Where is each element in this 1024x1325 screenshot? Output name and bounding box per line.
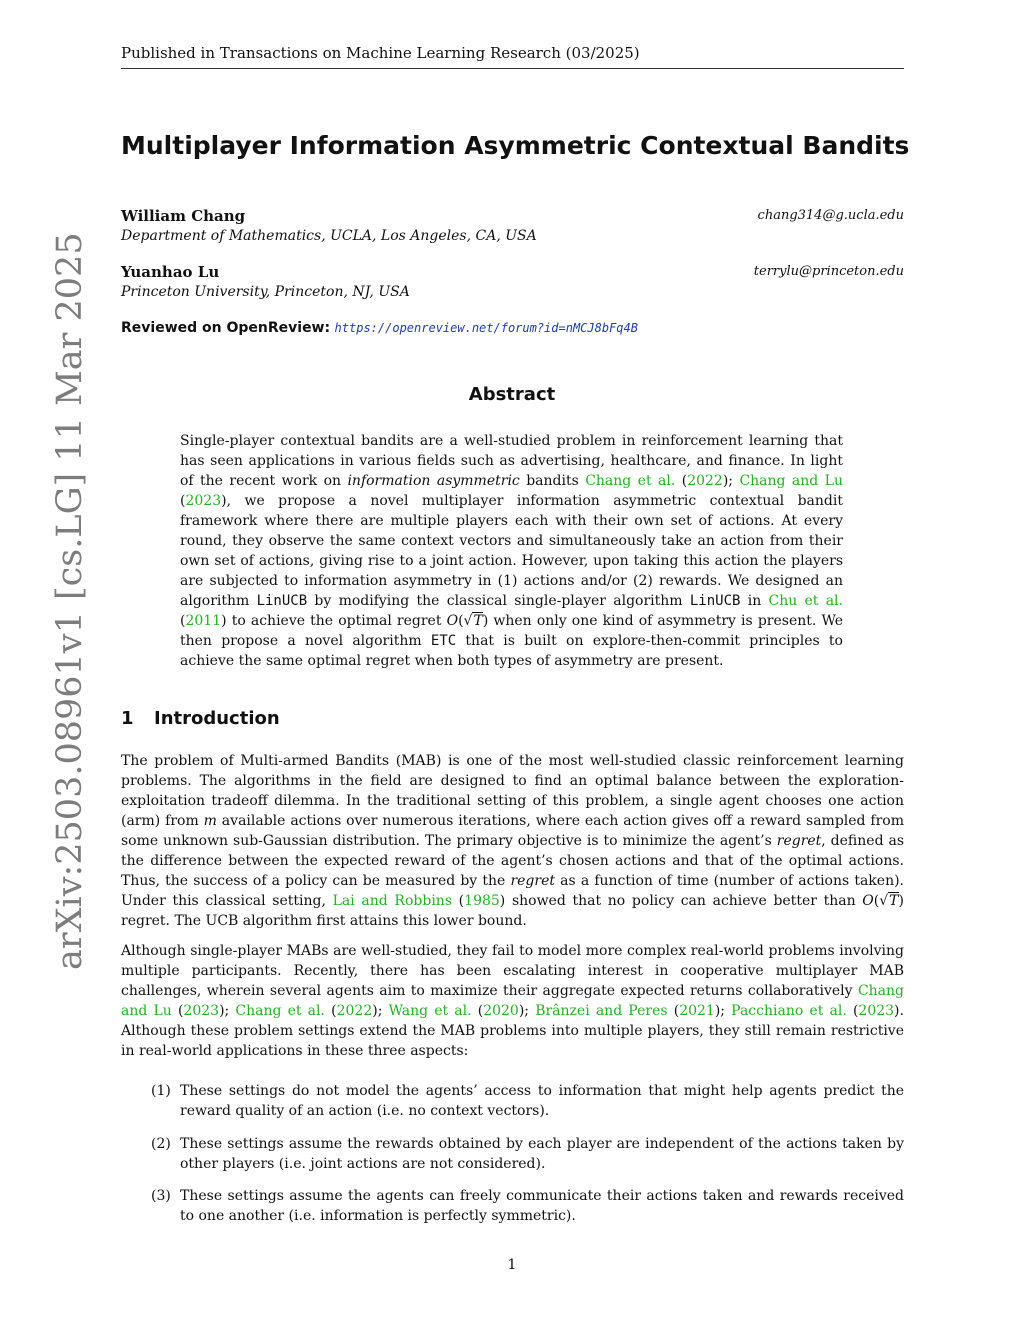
citation-link[interactable]: Chang et al.: [235, 1003, 325, 1019]
page-number: 1: [507, 1257, 517, 1273]
author-email[interactable]: terrylu@princeton.edu: [753, 264, 904, 279]
author-affiliation: Department of Mathematics, UCLA, Los Angeles, CA, USA: [121, 228, 537, 244]
citation-link[interactable]: 2021: [679, 1003, 715, 1019]
list-item: [151, 1081, 904, 1121]
abstract-body: Single-player contextual bandits are a well-studied problem in reinforcement learning that has seen applications in various fields such as advertising, healthcare, and finance. In light of the recent work on information asymmetric bandits Chang et al. (2022); Chang and Lu (2023), we propose a novel multiplayer information asymmetric contextual bandit framework where there are multiple players each with their own set of actions. At every round, they observe the same context vectors and simultaneously take an action from their own set of actions, giving rise to a joint action. However, upon taking this action the players are subjected to information asymmetry in (1) actions and/or (2) rewards. We designed an algorithm LinUCB by modifying the classical single-player algorithm LinUCB in Chu et al. (2011) to achieve the optimal regret O(√T) when only one kind of asymmetry is present. We then propose a novel algorithm ETC that is built on explore-then-commit principles to achieve the same optimal regret when both types of asymmetry are present.: [180, 433, 843, 669]
citation-link[interactable]: Brânzei and Peres: [535, 1003, 668, 1019]
section-title: Introduction: [154, 708, 280, 729]
list-item-text: These settings do not model the agents’ access to information that might help agents predict the reward quality of an action (i.e. no context vectors).: [180, 1083, 904, 1119]
list-item: [151, 1186, 904, 1226]
review-label: Reviewed on OpenReview:: [121, 320, 331, 336]
list-item-label: (2): [151, 1136, 171, 1152]
citation-link[interactable]: Chang and Lu: [121, 983, 904, 1019]
section-number: 1: [121, 708, 134, 729]
list-item: [151, 1134, 904, 1174]
abstract-heading: Abstract: [468, 384, 556, 405]
citation-link[interactable]: Pacchiano et al.: [731, 1003, 847, 1019]
intro-paragraph: The problem of Multi-armed Bandits (MAB) is one of the most well-studied classic reinforcement learning problems. The algorithms in the field are designed to find an optimal balance between the exploration-exploitation tradeoff dilemma. In the traditional setting of this problem, a single agent chooses one action (arm) from m available actions over numerous iterations, where each action gives off a reward sampled from some unknown sub-Gaussian distribution. The primary objective is to minimize the agent’s regret, defined as the difference between the expected reward of the agent’s chosen actions and that of the optimal actions. Thus, the success of a policy can be measured by the regret as a function of time (number of actions taken). Under this classical setting, Lai and Robbins (1985) showed that no policy can achieve better than O(√T) regret. The UCB algorithm first attains this lower bound.: [121, 753, 904, 929]
citation-link[interactable]: 2023: [858, 1003, 895, 1019]
list-item-label: (3): [151, 1188, 171, 1204]
list-item-text: These settings assume the rewards obtained by each player are independent of the actions taken by other players (i.e. joint actions are not considered).: [180, 1136, 904, 1172]
citation-link[interactable]: Lai and Robbins: [332, 893, 452, 909]
paper-title: Multiplayer Information Asymmetric Contextual Bandits: [121, 131, 910, 160]
citation-link[interactable]: 1985: [464, 893, 500, 909]
running-header: Published in Transactions on Machine Learning Research (03/2025): [121, 44, 904, 69]
author-email[interactable]: chang314@g.ucla.edu: [757, 208, 904, 223]
citation-link[interactable]: 2011: [185, 613, 222, 629]
author-name: Yuanhao Lu: [121, 263, 220, 281]
intro-paragraph: Although single-player MABs are well-studied, they fail to model more complex real-world problems involving multiple participants. Recently, there has been escalating interest in cooperative multiplayer MAB challenges, wherein several agents aim to maximize their aggregate expected returns collaboratively Chang and Lu (2023); Chang et al. (2022); Wang et al. (2020); Brânzei and Peres (2021); Pacchiano et al. (2023). Although these problem settings extend the MAB problems into multiple players, they still remain restrictive in real-world applications in these three aspects:: [121, 943, 904, 1059]
list-item-text: These settings assume the agents can freely communicate their actions taken and rewards received to one another (i.e. information is perfectly symmetric).: [180, 1188, 904, 1224]
arxiv-id: arXiv:2503.08961v1 [cs.LG] 11 Mar 2025: [50, 232, 90, 970]
author-name: William Chang: [121, 207, 246, 225]
citation-link[interactable]: 2023: [185, 493, 222, 509]
citation-link[interactable]: 2022: [336, 1003, 373, 1019]
citation-link[interactable]: Wang et al.: [388, 1003, 472, 1019]
citation-link[interactable]: Chang and Lu: [739, 473, 843, 489]
author-block: [121, 263, 904, 300]
section-heading: [121, 708, 280, 729]
openreview-link[interactable]: https://openreview.net/forum?id=nMCJ8bFq4B: [334, 321, 638, 335]
citation-link[interactable]: 2020: [483, 1003, 519, 1019]
citation-link[interactable]: 2022: [687, 473, 723, 489]
review-line: [121, 320, 638, 336]
author-block: [121, 207, 904, 244]
citation-link[interactable]: Chu et al.: [768, 593, 843, 609]
citation-link[interactable]: Chang et al.: [585, 473, 676, 489]
list-item-label: (1): [151, 1083, 171, 1099]
citation-link[interactable]: 2023: [183, 1003, 220, 1019]
author-affiliation: Princeton University, Princeton, NJ, USA: [121, 284, 410, 300]
